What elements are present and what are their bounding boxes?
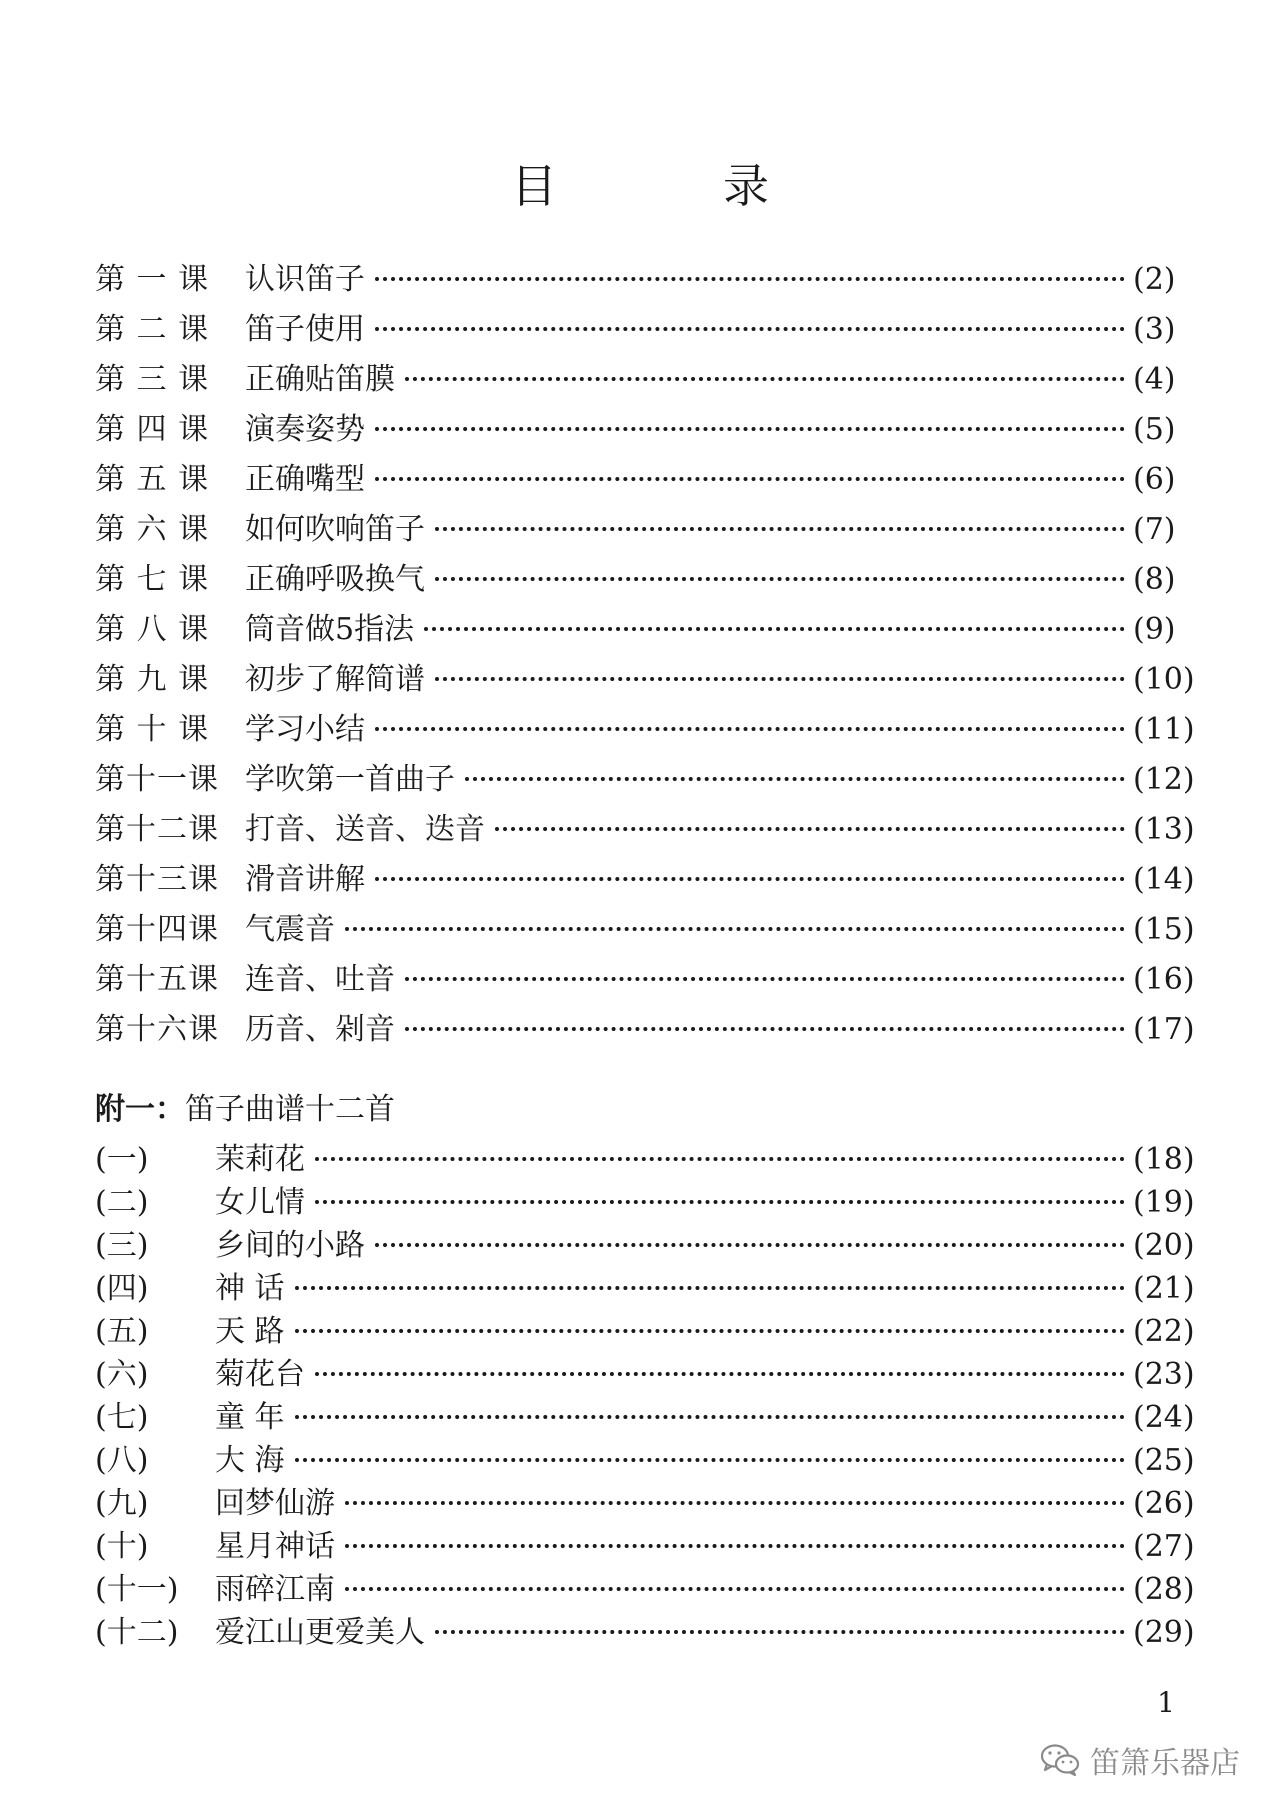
lesson-number: 第 七 课 <box>95 562 210 597</box>
dot-leader <box>375 1213 1125 1247</box>
song-page-number: (26) <box>1133 1486 1195 1521</box>
song-title: 神 话 <box>215 1271 285 1306</box>
dot-leader <box>295 1256 1125 1290</box>
lesson-title: 笛子使用 <box>245 312 365 347</box>
lesson-page-number: (10) <box>1133 662 1195 697</box>
song-title: 大 海 <box>215 1443 285 1478</box>
appendix-heading <box>95 1090 395 1130</box>
lesson-page-number: (12) <box>1133 762 1195 797</box>
song-page-number: (28) <box>1133 1572 1195 1607</box>
page-title: 目 录 <box>511 159 829 213</box>
dot-leader <box>405 347 1125 381</box>
song-entry <box>95 1608 1195 1653</box>
song-title: 天 路 <box>215 1314 285 1349</box>
lesson-entry <box>95 405 1195 450</box>
song-title: 乡间的小路 <box>215 1228 365 1263</box>
song-number: (四) <box>95 1271 149 1306</box>
dot-leader <box>375 447 1125 481</box>
song-title: 雨碎江南 <box>215 1572 335 1607</box>
lesson-number: 第 三 课 <box>95 362 210 397</box>
dot-leader <box>315 1342 1125 1376</box>
lesson-number: 第 八 课 <box>95 612 210 647</box>
song-title: 爱江山更爱美人 <box>215 1615 425 1650</box>
lesson-title: 连音、吐音 <box>245 962 395 997</box>
lesson-title: 筒音做5指法 <box>245 612 415 647</box>
lesson-page-number: (16) <box>1133 962 1195 997</box>
lesson-page-number: (4) <box>1133 362 1176 397</box>
lesson-title: 初步了解简谱 <box>245 662 425 697</box>
song-number: (八) <box>95 1443 149 1478</box>
lesson-number: 第十五课 <box>95 962 219 997</box>
lesson-title: 滑音讲解 <box>245 862 365 897</box>
lesson-number: 第 一 课 <box>95 262 210 297</box>
song-title: 茉莉花 <box>215 1142 305 1177</box>
wechat-icon <box>1040 1743 1080 1777</box>
appendix-title: 笛子曲谱十二首 <box>185 1092 395 1127</box>
lesson-title: 正确嘴型 <box>245 462 365 497</box>
lesson-title: 打音、送音、迭音 <box>245 812 485 847</box>
lesson-number: 第十三课 <box>95 862 219 897</box>
dot-leader <box>345 1471 1125 1505</box>
dot-leader <box>295 1385 1125 1419</box>
lesson-title: 认识笛子 <box>245 262 365 297</box>
watermark <box>1040 1738 1240 1782</box>
song-number: (五) <box>95 1314 149 1349</box>
dot-leader <box>375 697 1125 731</box>
lesson-page-number: (8) <box>1133 562 1176 597</box>
lesson-entry <box>95 805 1195 850</box>
song-number: (七) <box>95 1400 149 1435</box>
lesson-page-number: (9) <box>1133 612 1176 647</box>
lesson-page-number: (7) <box>1133 512 1176 547</box>
dot-leader <box>375 297 1125 331</box>
dot-leader <box>295 1299 1125 1333</box>
lesson-page-number: (13) <box>1133 812 1195 847</box>
lesson-number: 第 十 课 <box>95 712 210 747</box>
song-title: 星月神话 <box>215 1529 335 1564</box>
dot-leader <box>495 797 1125 831</box>
lesson-number: 第十一课 <box>95 762 219 797</box>
lesson-number: 第 四 课 <box>95 412 210 447</box>
lesson-title: 演奏姿势 <box>245 412 365 447</box>
page-number: 1 <box>1157 1686 1175 1719</box>
lesson-number: 第十二课 <box>95 812 219 847</box>
song-page-number: (24) <box>1133 1400 1195 1435</box>
dot-leader <box>435 1600 1125 1634</box>
lesson-entry <box>95 955 1195 1000</box>
dot-leader <box>345 1557 1125 1591</box>
lesson-number: 第十六课 <box>95 1012 219 1047</box>
lesson-page-number: (5) <box>1133 412 1176 447</box>
lesson-number: 第 六 课 <box>95 512 210 547</box>
song-page-number: (19) <box>1133 1185 1195 1220</box>
lesson-entry <box>95 655 1195 700</box>
lesson-entry <box>95 905 1195 950</box>
dot-leader <box>315 1170 1125 1204</box>
song-title: 童 年 <box>215 1400 285 1435</box>
lesson-page-number: (3) <box>1133 312 1176 347</box>
lesson-number: 第 二 课 <box>95 312 210 347</box>
lesson-title: 学习小结 <box>245 712 365 747</box>
lesson-page-number: (6) <box>1133 462 1176 497</box>
dot-leader <box>465 747 1125 781</box>
song-page-number: (23) <box>1133 1357 1195 1392</box>
dot-leader <box>424 597 1125 631</box>
song-number: (九) <box>95 1486 149 1521</box>
lesson-number: 第十四课 <box>95 912 219 947</box>
lesson-entry <box>95 1005 1195 1050</box>
song-title: 回梦仙游 <box>215 1486 335 1521</box>
dot-leader <box>375 847 1125 881</box>
lesson-entry <box>95 555 1195 600</box>
lesson-number: 第 五 课 <box>95 462 210 497</box>
dot-leader <box>345 897 1125 931</box>
lesson-title: 学吹第一首曲子 <box>245 762 455 797</box>
lesson-entry <box>95 755 1195 800</box>
watermark-text: 笛箫乐器店 <box>1090 1746 1240 1781</box>
lesson-page-number: (2) <box>1133 262 1176 297</box>
lesson-page-number: (17) <box>1133 1012 1195 1047</box>
song-title: 女儿情 <box>215 1185 305 1220</box>
song-page-number: (29) <box>1133 1615 1195 1650</box>
song-number: (十) <box>95 1529 149 1564</box>
dot-leader <box>435 547 1125 581</box>
dot-leader <box>375 247 1125 281</box>
song-page-number: (20) <box>1133 1228 1195 1263</box>
lesson-entry <box>95 355 1195 400</box>
dot-leader <box>315 1127 1125 1161</box>
song-number: (一) <box>95 1142 149 1177</box>
lesson-entry <box>95 255 1195 300</box>
appendix-label: 附一： <box>95 1092 185 1127</box>
lesson-entry <box>95 305 1195 350</box>
song-number: (十二) <box>95 1615 179 1650</box>
dot-leader <box>435 647 1125 681</box>
lesson-number: 第 九 课 <box>95 662 210 697</box>
lesson-title: 正确贴笛膜 <box>245 362 395 397</box>
lesson-entry <box>95 705 1195 750</box>
song-number: (十一) <box>95 1572 179 1607</box>
dot-leader <box>295 1428 1125 1462</box>
lesson-title: 历音、剁音 <box>245 1012 395 1047</box>
lesson-page-number: (14) <box>1133 862 1195 897</box>
dot-leader <box>405 947 1125 981</box>
song-number: (六) <box>95 1357 149 1392</box>
song-page-number: (22) <box>1133 1314 1195 1349</box>
lesson-entry <box>95 605 1195 650</box>
song-page-number: (18) <box>1133 1142 1195 1177</box>
song-page-number: (21) <box>1133 1271 1195 1306</box>
song-page-number: (25) <box>1133 1443 1195 1478</box>
dot-leader <box>435 497 1125 531</box>
dot-leader <box>375 397 1125 431</box>
lesson-page-number: (11) <box>1133 712 1195 747</box>
lesson-title: 气震音 <box>245 912 335 947</box>
lesson-title: 正确呼吸换气 <box>245 562 425 597</box>
song-number: (二) <box>95 1185 149 1220</box>
song-page-number: (27) <box>1133 1529 1195 1564</box>
song-title: 菊花台 <box>215 1357 305 1392</box>
lesson-page-number: (15) <box>1133 912 1195 947</box>
dot-leader <box>405 997 1125 1031</box>
lesson-entry <box>95 505 1195 550</box>
dot-leader <box>345 1514 1125 1548</box>
song-number: (三) <box>95 1228 149 1263</box>
lesson-entry <box>95 455 1195 500</box>
lesson-title: 如何吹响笛子 <box>245 512 425 547</box>
lesson-entry <box>95 855 1195 900</box>
